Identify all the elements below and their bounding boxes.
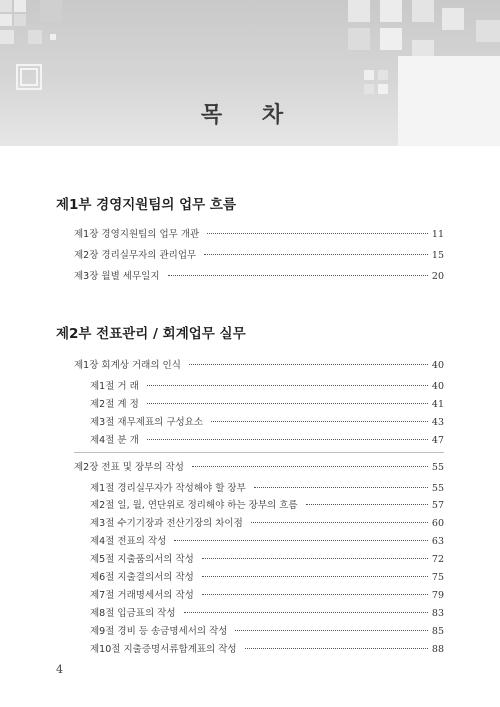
toc-chapter-label: 제2장 전표 및 장부의 작성 — [74, 462, 184, 473]
deco-square — [0, 14, 12, 26]
dot-leader — [245, 648, 428, 649]
toc-chapter-page: 40 — [431, 360, 444, 371]
toc-section-page: 83 — [431, 608, 444, 619]
dot-leader — [147, 439, 428, 440]
toc-section-page: 40 — [431, 381, 444, 392]
dot-leader — [254, 487, 428, 488]
toc-section-page: 72 — [431, 554, 444, 565]
toc-chapter — [74, 357, 444, 371]
header-banner — [0, 0, 500, 146]
toc-section-page: 41 — [431, 399, 444, 410]
toc-section — [90, 396, 444, 410]
dot-leader — [184, 612, 428, 613]
toc-section-label: 제4절 분 개 — [90, 435, 139, 446]
toc-section-page: 47 — [431, 435, 444, 446]
dot-leader — [235, 630, 427, 631]
dot-leader — [168, 275, 428, 276]
toc-section — [90, 551, 444, 565]
toc-section — [90, 497, 444, 511]
toc-section-label: 제5절 지출품의서의 작성 — [90, 554, 194, 565]
deco-outline-square — [20, 68, 38, 86]
toc-entry-label: 제2장 경리실무자의 관리업무 — [74, 250, 197, 261]
toc-entry-label: 제1장 경영지원팀의 업무 개관 — [74, 229, 200, 240]
deco-square — [412, 0, 434, 22]
toc-entry — [74, 268, 444, 282]
toc-section-page: 55 — [431, 483, 444, 494]
dot-leader — [207, 233, 428, 234]
toc-section-page: 43 — [431, 417, 444, 428]
dot-leader — [202, 594, 428, 595]
deco-square — [380, 28, 402, 50]
deco-square — [14, 14, 26, 26]
toc-entry-page: 20 — [431, 271, 444, 282]
dot-leader — [174, 540, 428, 541]
toc-section — [90, 378, 444, 392]
deco-square — [40, 0, 62, 22]
toc-entry-page: 11 — [431, 229, 444, 240]
toc-chapter — [74, 459, 444, 473]
toc-section-label: 제1절 거 래 — [90, 381, 139, 392]
toc-entry — [74, 247, 444, 261]
deco-square — [14, 0, 26, 12]
toc-section-label: 제3절 수기기장과 전산기장의 차이점 — [90, 518, 243, 529]
toc-section-label: 제10절 지출증명서류합계표의 작성 — [90, 644, 237, 655]
dot-leader — [202, 558, 428, 559]
toc-section-label: 제1절 경리실무자가 작성해야 할 장부 — [90, 483, 246, 494]
toc-section — [90, 605, 444, 619]
dot-leader — [147, 403, 428, 404]
toc-section — [90, 515, 444, 529]
toc-section-page: 57 — [431, 500, 444, 511]
toc-section-label: 제2절 일, 월, 연단위로 정리해야 하는 장부의 흐름 — [90, 500, 298, 511]
deco-square — [364, 70, 374, 80]
deco-square — [378, 70, 388, 80]
dot-leader — [202, 576, 428, 577]
page-title: 목 차 — [200, 103, 300, 128]
deco-square — [348, 28, 370, 50]
toc-section-label: 제8절 입금표의 작성 — [90, 608, 176, 619]
dot-leader — [204, 254, 428, 255]
deco-square — [0, 0, 12, 12]
divider — [74, 452, 444, 453]
deco-square — [364, 84, 374, 94]
part-title: 제2부 전표관리 / 회계업무 실무 — [56, 326, 246, 342]
part-title: 제1부 경영지원팀의 업무 흐름 — [56, 197, 236, 213]
toc-section-page: 75 — [431, 572, 444, 583]
toc-section-label: 제6절 지출결의서의 작성 — [90, 572, 194, 583]
toc-section — [90, 533, 444, 547]
deco-square — [0, 30, 14, 44]
toc-section — [90, 623, 444, 637]
deco-square — [476, 20, 500, 42]
dot-leader — [306, 504, 428, 505]
dot-leader — [192, 466, 428, 467]
toc-section — [90, 569, 444, 583]
toc-entry-page: 15 — [431, 250, 444, 261]
deco-square — [28, 30, 42, 44]
toc-section-label: 제4절 전표의 작성 — [90, 536, 167, 547]
toc-section-page: 63 — [431, 536, 444, 547]
toc-section — [90, 641, 444, 655]
toc-section — [90, 414, 444, 428]
toc-section-page: 88 — [431, 644, 444, 655]
dot-leader — [189, 364, 428, 365]
toc-section-label: 제3절 재무제표의 구성요소 — [90, 417, 204, 428]
dot-leader — [211, 421, 428, 422]
deco-square — [348, 0, 370, 22]
toc-entry — [74, 226, 444, 240]
deco-square — [380, 0, 402, 22]
deco-square — [378, 84, 388, 94]
dot-leader — [251, 522, 428, 523]
toc-section-page: 60 — [431, 518, 444, 529]
toc-section — [90, 587, 444, 601]
toc-section-page: 79 — [431, 590, 444, 601]
toc-chapter-page: 55 — [431, 462, 444, 473]
dot-leader — [147, 385, 428, 386]
toc-section-label: 제9절 경비 등 송금명세서의 작성 — [90, 626, 228, 637]
toc-section-page: 85 — [431, 626, 444, 637]
toc-entry-label: 제3장 월별 세무일지 — [74, 271, 160, 282]
toc-section-label: 제7절 거래명세서의 작성 — [90, 590, 194, 601]
deco-square — [50, 34, 56, 40]
page-number: 4 — [56, 663, 63, 676]
toc-section — [90, 432, 444, 446]
toc-chapter-label: 제1장 회계상 거래의 인식 — [74, 360, 181, 371]
toc-section-label: 제2절 계 정 — [90, 399, 139, 410]
toc-section — [90, 480, 444, 494]
deco-square — [442, 8, 464, 30]
